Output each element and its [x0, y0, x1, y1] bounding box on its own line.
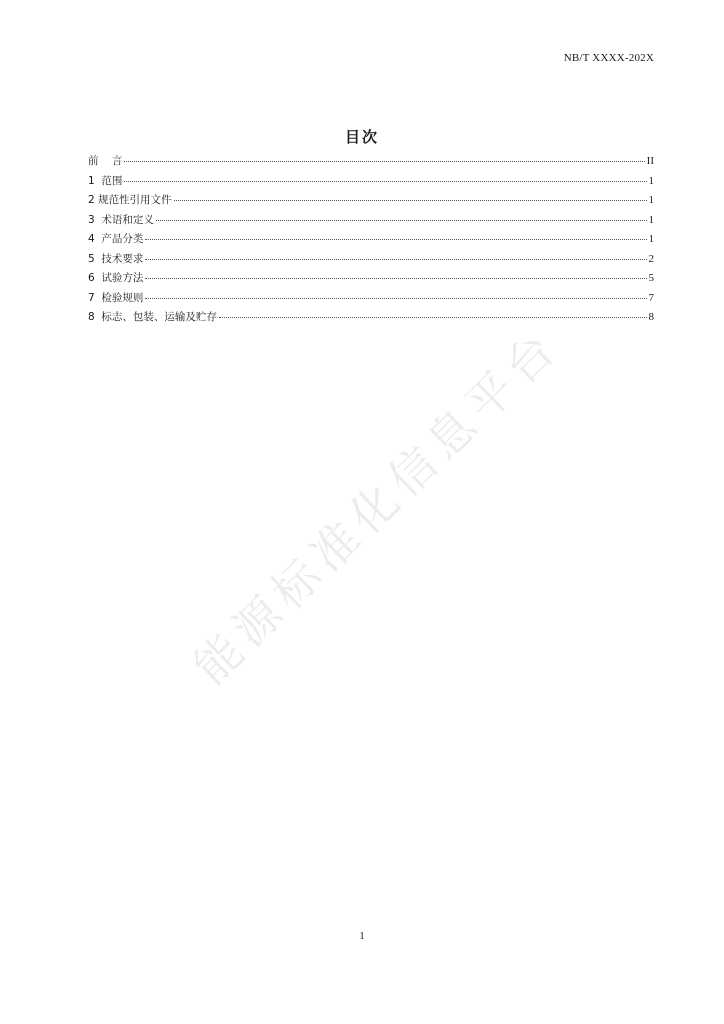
toc-entry-page: 5	[648, 272, 654, 284]
toc-entry-label: 6 试验方法	[88, 272, 144, 284]
toc-entry-terms-definitions[interactable]	[88, 211, 654, 231]
toc-entry-label: 4 产品分类	[88, 233, 144, 245]
toc-entry-page: 2	[648, 252, 654, 265]
watermark: 能源标准化信息平台	[183, 318, 571, 695]
toc-entry-page: 1	[648, 194, 654, 206]
table-of-contents	[88, 152, 654, 328]
toc-entry-inspection-rules[interactable]	[88, 289, 654, 309]
toc-entry-label: 8 标志、包装、运输及贮存	[88, 311, 217, 323]
dot-leader	[156, 219, 647, 221]
toc-entry-product-classification[interactable]	[88, 230, 654, 250]
dot-leader	[145, 277, 646, 279]
toc-entry-marking-packaging[interactable]	[88, 308, 654, 328]
toc-entry-page: 7	[648, 291, 654, 304]
toc-entry-page: II	[646, 155, 654, 167]
toc-entry-technical-requirements[interactable]	[88, 250, 654, 270]
toc-entry-label: 2 规范性引用文件	[88, 194, 172, 206]
toc-entry-page: 1	[648, 233, 654, 245]
toc-entry-label: 前 言	[88, 155, 123, 167]
toc-entry-label: 1 范围	[88, 174, 123, 187]
toc-entry-page: 1	[648, 213, 654, 226]
toc-entry-test-methods[interactable]	[88, 269, 654, 289]
dot-leader	[124, 180, 646, 182]
toc-entry-label: 3 术语和定义	[88, 213, 154, 226]
dot-leader	[145, 297, 646, 299]
dot-leader	[219, 316, 647, 318]
dot-leader	[124, 160, 644, 162]
standard-code: NB/T XXXX-202X	[563, 52, 654, 64]
toc-entry-scope[interactable]	[88, 172, 654, 192]
toc-entry-foreword[interactable]	[88, 152, 654, 172]
toc-entry-normative-references[interactable]	[88, 191, 654, 211]
page-number: 1	[359, 930, 365, 942]
toc-entry-page: 1	[648, 174, 654, 187]
dot-leader	[145, 258, 646, 260]
toc-entry-page: 8	[648, 311, 654, 323]
toc-entry-label: 5 技术要求	[88, 252, 144, 265]
dot-leader	[174, 199, 647, 201]
dot-leader	[145, 238, 646, 240]
toc-title: 目次	[344, 128, 379, 146]
toc-entry-label: 7 检验规则	[88, 291, 144, 304]
